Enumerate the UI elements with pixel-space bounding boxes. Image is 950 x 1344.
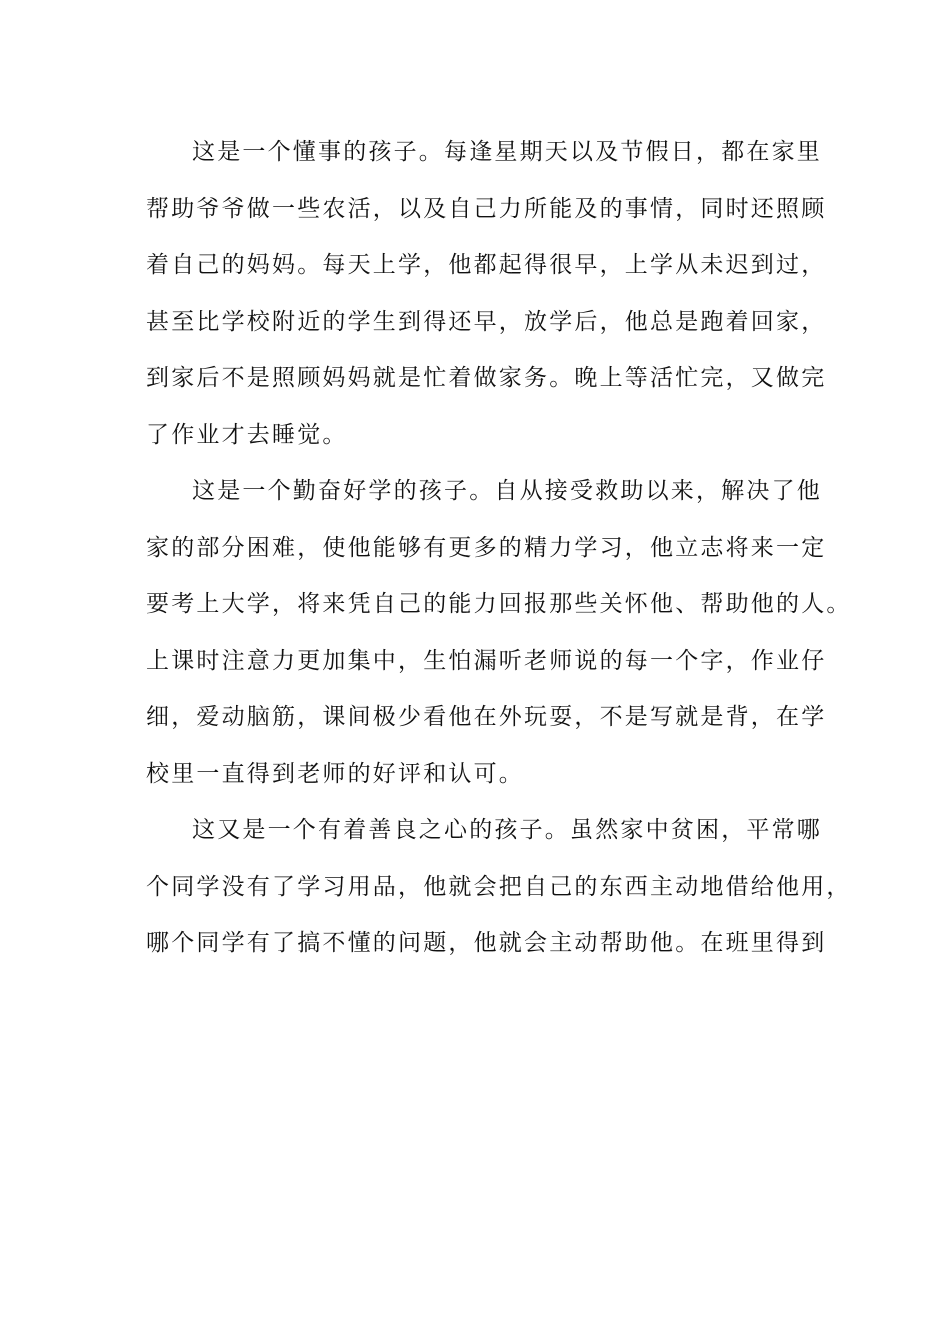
text-line: 着自己的妈妈。每天上学，他都起得很早，上学从未迟到过， <box>146 252 827 278</box>
text-line: 这是一个勤奋好学的孩子。自从接受救助以来，解决了他 <box>192 478 822 504</box>
text-line: 到家后不是照顾妈妈就是忙着做家务。晚上等活忙完，又做完 <box>146 365 827 391</box>
text-line: 细，爱动脑筋，课间极少看他在外玩耍，不是写就是背，在学 <box>146 704 827 730</box>
text-line: 哪个同学有了搞不懂的问题，他就会主动帮助他。在班里得到 <box>146 930 827 956</box>
text-line: 家的部分困难，使他能够有更多的精力学习，他立志将来一定 <box>146 534 827 561</box>
text-line: 这是一个懂事的孩子。每逢星期天以及节假日，都在家里 <box>192 139 822 165</box>
body-text <box>146 128 852 976</box>
text-line: 上课时注意力更加集中，生怕漏听老师说的每一个字，作业仔 <box>146 647 827 674</box>
text-line: 校里一直得到老师的好评和认可。 <box>146 760 524 787</box>
text-line: 个同学没有了学习用品，他就会把自己的东西主动地借给他用， <box>146 873 852 900</box>
text-line: 甚至比学校附近的学生到得还早，放学后，他总是跑着回家， <box>146 308 827 335</box>
text-line: 了作业才去睡觉。 <box>146 421 348 448</box>
text-line: 要考上大学，将来凭自己的能力回报那些关怀他、帮助他的人。 <box>146 591 852 617</box>
text-line: 这又是一个有着善良之心的孩子。虽然家中贫困，平常哪 <box>192 817 822 843</box>
text-line: 帮助爷爷做一些农活，以及自己力所能及的事情，同时还照顾 <box>146 195 827 222</box>
